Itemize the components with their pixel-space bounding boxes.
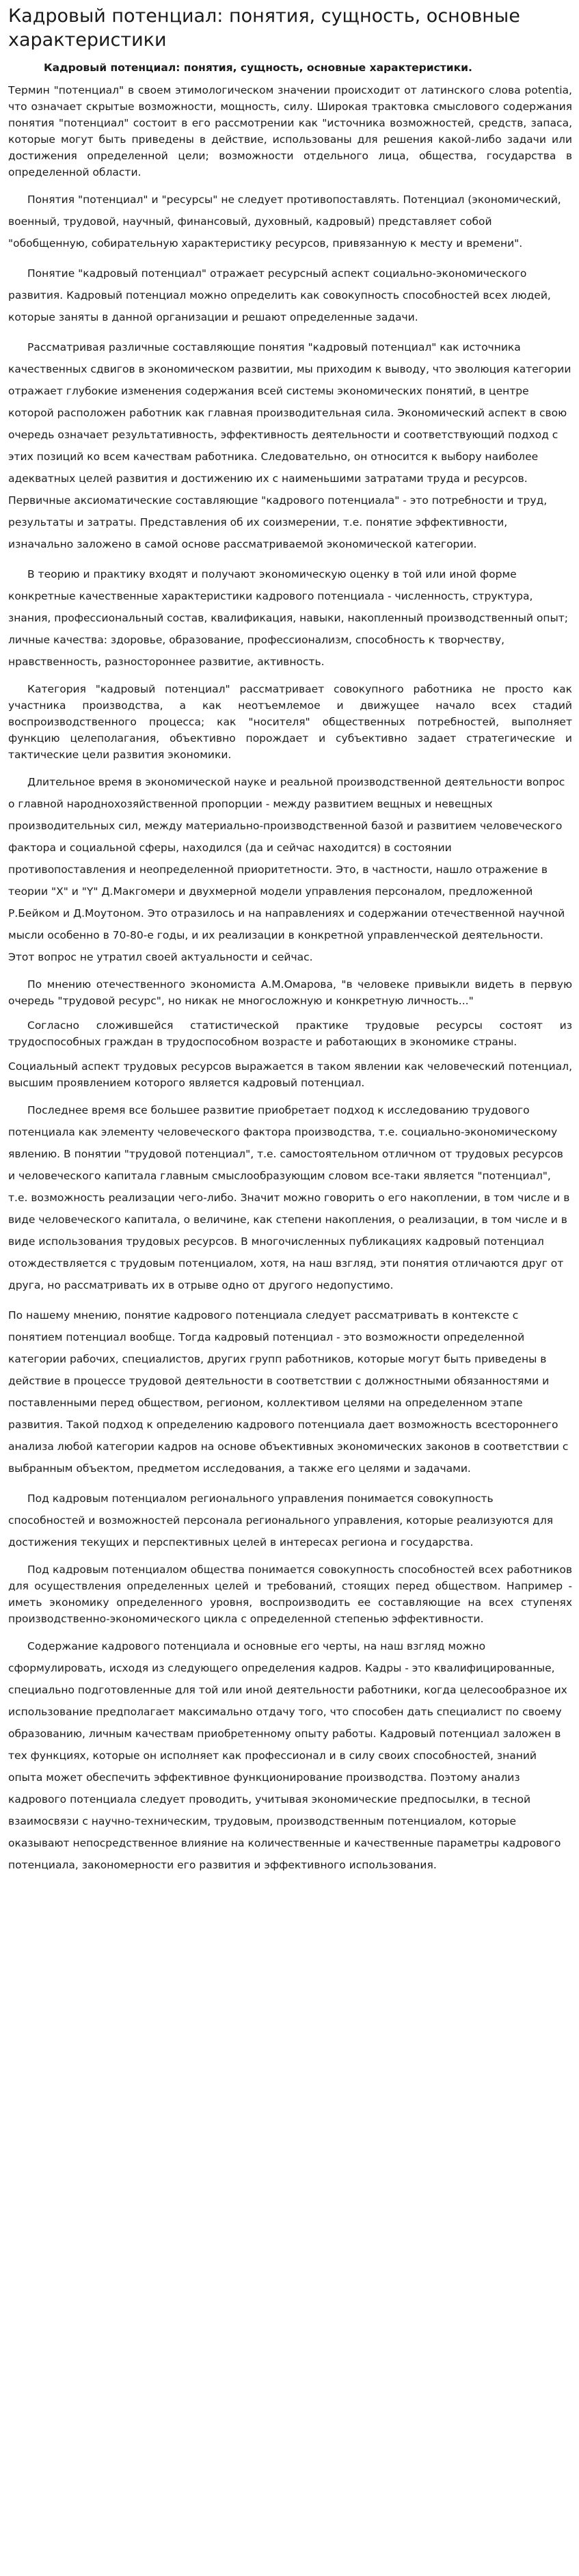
paragraph-content: Содержание кадрового потенциала и основные его черты, на наш взгляд можно сформулировать, исходя из следующего определения кадров. Кадры - это квалифицированные, специально подготовленные для той или иной деятельности работники, когда целесообразное их использование предполагает максимально отдачу того, что способен дать специалист по своему образованию, личным качествам приобретенному опыту работы. Кадровый потенциал заложен в тех функциях, которые он исполняет как профессионал и в силу своих способностей, знаний опыта может обеспечить эффективное функционирование производства. Поэтому анализ кадрового потенциала следует проводить, учитывая экономические предпосылки, в тесной взаимосвязи с научно-техническим, трудовым, производственным потенциалом, которые оказывают непосредственное влияние на количественные и качественные параметры кадрового потенциала, закономерности его развития и эффективного использования. [8,1640,567,1871]
paragraph-definition: Понятие "кадровый потенциал" отражает ресурсный аспект социально-экономического развития. Кадровый потенциал можно определить как совокупность способностей всех людей, которые заняты в данной организации и решают определенные задачи. [8,267,551,323]
paragraph-resources: Понятия "потенциал" и "ресурсы" не следует противопоставлять. Потенциал (экономический, военный, трудовой, научный, финансовый, духовный, кадровый) представляет собой "обобщенную, собирательную характеристику ресурсов, привязанную к месту и времени". [8,193,561,250]
paragraph-term: Термин "потенциал" в своем этимологическом значении происходит от латинского слова potentia, что означает скрытые возможности, мощность, силу. Широкая трактовка смыслового содержания понятия "потенциал" состоит в его рассмотрении как "источника возможностей, средств, запаса, которые могут быть приведены в действие, использованы для решения какой-либо задачи или достижения определенной цели; возможности отдельного лица, общества, государства в определенной области. [8,84,572,178]
section-heading: Кадровый потенциал: понятия, сущность, основные характеристики. [44,62,472,74]
page-title: Кадровый потенциал: понятия, сущность, основные характеристики [8,5,520,51]
paragraph-components: Рассматривая различные составляющие понятия "кадровый потенциал" как источника качественных сдвигов в экономическом развитии, мы приходим к выводу, что эволюция категории отражает глубокие изменения содержания всей системы экономических понятий, в центре которой расположен работник как главная производительная сила. Экономический аспект в свою очередь означает результативность, эффективность деятельности и соответствующий подход с этих позиций ко всем качествам работника. Следовательно, он относится к выбору наиболее адекватных целей развития и достижению их с наименьшими затратами труда и ресурсов. Первичные аксиоматические составляющие "кадрового потенциала" - это потребности и труд, результаты и затраты. Представления об их соизмерении, т.е. понятие эффективности, изначально заложено в самой основе рассматриваемой экономической категории. [8,341,571,550]
paragraph-quote: По мнению отечественного экономиста А.М.Омарова, "в человеке привыкли видеть в первую очередь "трудовой ресурс", но никак не многосложную и конкретную личность..." [8,978,572,1007]
paragraph-regional: Под кадровым потенциалом регионального управления понимается совокупность способностей и возможностей персонала регионального управления, которые реализуются для достижения текущих и перспективных целей в интересах региона и государства. [8,1492,554,1548]
paragraph-social-aspect: Социальный аспект трудовых ресурсов выражается в таком явлении как человеческий потенциал, высшим проявлением которого является кадровый потенциал. [8,1060,572,1089]
paragraph-opinion: По нашему мнению, понятие кадрового потенциала следует рассматривать в контексте с понятием потенциал вообще. Тогда кадровый потенциал - это возможности определенной категории рабочих, специалистов, других групп работников, которые могут быть приведены в действие в процессе трудовой деятельности в соответствии с должностными обязанностями и поставленными перед обществом, регионом, коллективом целями на определенном этапе развития. Такой подход к определению кадрового потенциала дает возможность всестороннего анализа любой категории кадров на основе объективных экономических законов в соответствии с выбранным объектом, предметом исследования, а также его целями и задачами. [8,1309,569,1475]
paragraph-characteristics: В теорию и практику входят и получают экономическую оценку в той или иной форме конкретные качественные характеристики кадрового потенциала - численность, структура, знания, профессиональный состав, квалификация, навыки, накопленный производственный опыт; личные качества: здоровье, образование, профессионализм, способность к творчеству, нравственность, разностороннее развитие, активность. [8,568,568,668]
paragraph-society: Под кадровым потенциалом общества понимается совокупность способностей всех работников для осуществления определенных целей и требований, стоящих перед обществом. Например - иметь экономику определенного уровня, воспроизводить ее составляющие на всех ступенях производственно-экономического цикла с определенной степенью эффективности. [8,1564,572,1625]
paragraph-history: Длительное время в экономической науке и реальной производственной деятельности вопрос о главной народнохозяйственной пропорции - между развитием вещных и невещных производительных сил, между материально-производственной базой и развитием человеческого фактора и социальной сферы, находился (да и сейчас находится) в состоянии противопоставления и неопределенной приоритетности. Это, в частности, нашло отражение в теории "X" и "Y" Д.Макгомери и двухмерной модели управления персоналом, предложенной Р.Бейком и Д.Моутоном. Это отразилось и на направлениях и содержании отечественной научной мысли особенно в 70-80-е годы, и их реализации в конкретной управленческой деятельности. Этот вопрос не утратил своей актуальности и сейчас. [8,776,565,963]
paragraph-category: Категория "кадровый потенциал" рассматривает совокупного работника не просто как участника производства, а как неотъемлемое и движущее начало всех стадий воспроизводственного процесса; как "носителя" общественных потребностей, выполняет функцию целеполагания, объективно порождает и субъективно задает стратегические и тактические цели развития экономики. [8,683,572,761]
paragraph-approach: Последнее время все большее развитие приобретает подход к исследованию трудового потенциала как элементу человеческого фактора производства, т.е. социально-экономическому явлению. В понятии "трудовой потенциал", т.е. самостоятельном отличном от трудовых ресурсов и человеческого капитала главным смыслообразующим словом все-таки является "потенциал", т.е. возможность реализации чего-либо. Значит можно говорить о его накоплении, в том числе и в виде человеческого капитала, о величине, как степени накопления, о реализации, в том числе и в виде использования трудовых ресурсов. В многочисленных публикациях кадровый потенциал отождествляется с трудовым потенциалом, хотя, на наш взгляд, эти понятия отличаются друг от друга, но рассматривать их в отрыве одно от другого недопустимо. [8,1104,570,1291]
paragraph-statistics: Согласно сложившейся статистической практике трудовые ресурсы состоят из трудоспособных граждан в трудоспособном возрасте и работающих в экономике страны. [8,1019,572,1048]
